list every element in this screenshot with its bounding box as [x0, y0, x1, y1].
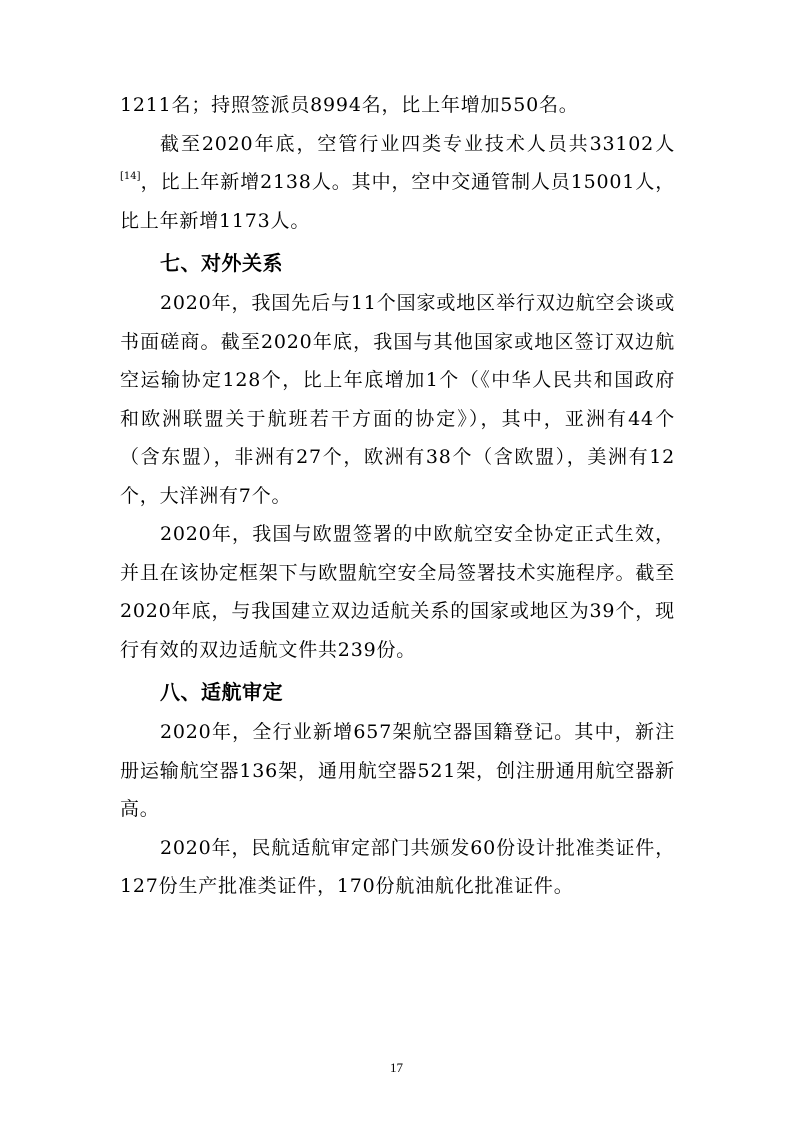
- page-number: 17: [390, 1060, 403, 1075]
- section-heading-airworthiness: 八、适航审定: [160, 680, 283, 704]
- paragraph-atc-staff: [120, 125, 675, 241]
- paragraph-eu-safety-agreement: 2020年，我国与欧盟签署的中欧航空安全协定正式生效，并且在该协定框架下与欧盟航空安全局签署技术实施程序。截至2020年底，与我国建立双边适航关系的国家或地区为39个，现行有效的双边适航文件共239份。: [120, 523, 675, 661]
- paragraph-aircraft-registration: 2020年，全行业新增657架航空器国籍登记。其中，新注册运输航空器136架，通用航空器521架，创注册通用航空器新高。: [120, 721, 675, 820]
- footnote-reference[interactable]: [14]: [120, 171, 141, 182]
- section-heading-foreign-relations: 七、对外关系: [160, 251, 283, 275]
- paragraph-atc-staff-rest: ，比上年新增2138人。其中，空中交通管制人员15001人，比上年新增1173人。: [120, 171, 675, 232]
- paragraph-certificates: 2020年，民航适航审定部门共颁发60份设计批准类证件，127份生产批准类证件，170份航油航化批准证件。: [120, 836, 675, 897]
- document-body: [120, 86, 675, 906]
- paragraph-dispatchers: 1211名；持照签派员8994名，比上年增加550名。: [120, 94, 579, 116]
- paragraph-atc-staff-text: 截至2020年底，空管行业四类专业技术人员共33102人: [160, 132, 675, 155]
- paragraph-bilateral-agreements: 2020年，我国先后与11个国家或地区举行双边航空会谈或书面磋商。截至2020年底，我国与其他国家或地区签订双边航空运输协定128个，比上年底增加1个（《中华人民共和国政府和欧洲联盟关于航班若干方面的协定》），其中，亚洲有44个（含东盟），非洲有27个，欧洲有38个（含欧盟），美洲有12个，大洋洲有7个。: [120, 292, 675, 507]
